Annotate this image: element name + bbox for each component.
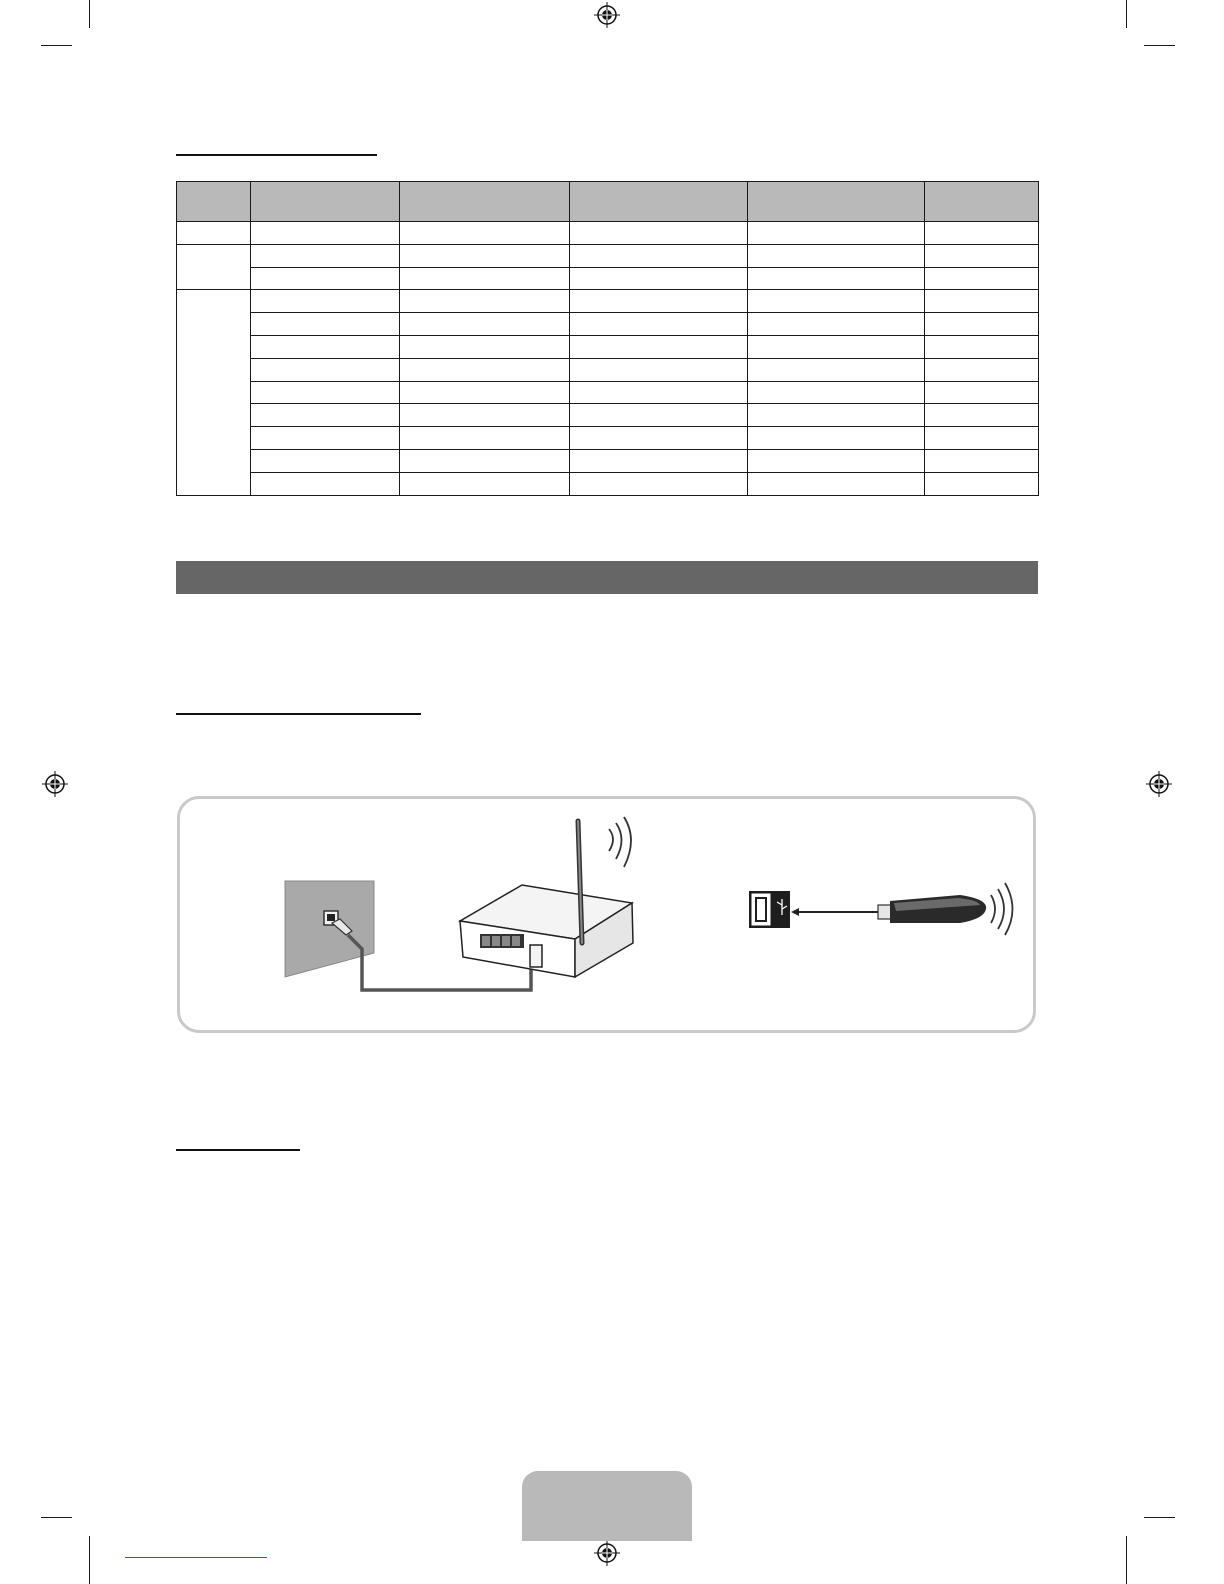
table-cell [748,244,925,267]
crop-mark-top-left-h [41,45,72,46]
table-cell [251,358,400,381]
table-row [177,222,1039,245]
table-row [177,449,1039,472]
registration-mark-icon [1146,771,1172,797]
table-cell [400,335,570,358]
network-diagram [177,796,1036,1033]
table-cell [748,449,925,472]
table-cell [748,472,925,495]
registration-mark-icon [42,771,68,797]
spec-table [176,181,1039,496]
crop-mark-bottom-right-h [1144,1517,1175,1518]
table-row [177,427,1039,450]
wireless-router-icon [460,821,633,977]
table-header-cell [251,182,400,222]
table-group-cell [177,222,251,245]
crop-mark-bottom-right-v [1126,1536,1127,1584]
registration-mark-icon [594,1540,620,1566]
table-row [177,404,1039,427]
crop-mark-top-left-v [89,0,90,28]
table-cell [251,267,400,290]
table-row [177,358,1039,381]
table-cell [570,427,748,450]
table-cell [570,290,748,313]
table-group-cell [177,290,251,495]
table-cell [925,427,1039,450]
table-cell [748,335,925,358]
table-header-cell [925,182,1039,222]
table-cell [925,313,1039,336]
signal-waves-icon [609,817,631,867]
table-cell [251,381,400,404]
table-cell [400,358,570,381]
usb-port-icon [749,891,790,928]
table-row [177,381,1039,404]
table-cell [570,335,748,358]
section-heading-band [176,561,1038,594]
table-cell [400,427,570,450]
table-header-row [177,182,1039,222]
registration-mark-icon [594,2,620,28]
table-header-cell [748,182,925,222]
crop-mark-top-right-v [1126,0,1127,28]
table-cell [251,427,400,450]
table-cell [748,381,925,404]
table-row [177,290,1039,313]
table-cell [925,472,1039,495]
signal-waves-icon [991,883,1013,935]
table-cell [925,244,1039,267]
table-cell [570,381,748,404]
table-cell [400,381,570,404]
table-cell [570,449,748,472]
table-cell [748,404,925,427]
table-cell [748,267,925,290]
table-cell [570,313,748,336]
table-header-cell [400,182,570,222]
table-cell [925,290,1039,313]
table-cell [925,222,1039,245]
table-cell [748,358,925,381]
page-number-tab [522,1471,692,1541]
table-cell [400,290,570,313]
table-cell [251,290,400,313]
table-row [177,267,1039,290]
table-cell [400,244,570,267]
subsection-title-rule [176,713,421,715]
wireless-lan-adapter-icon [878,895,986,923]
table-cell [570,267,748,290]
table-cell [400,449,570,472]
table-cell [925,404,1039,427]
table-cell [925,358,1039,381]
table-cell [251,335,400,358]
table-cell [570,244,748,267]
crop-mark-bottom-left-v [89,1536,90,1584]
table-cell [251,244,400,267]
table-cell [570,222,748,245]
table-cell [748,313,925,336]
table-header-cell [177,182,251,222]
crop-mark-bottom-left-h [41,1517,72,1518]
table-row [177,335,1039,358]
table-cell [925,267,1039,290]
table-cell [251,449,400,472]
table-cell [400,222,570,245]
subsection-title-rule [176,1149,300,1151]
table-cell [570,404,748,427]
table-group-cell [177,244,251,290]
footer-link-underline [125,1557,267,1558]
table-cell [251,222,400,245]
table-cell [251,404,400,427]
table-row [177,313,1039,336]
table-cell [748,290,925,313]
table-cell [570,472,748,495]
table-cell [400,313,570,336]
table-cell [400,267,570,290]
table-cell [748,427,925,450]
table-cell [251,313,400,336]
table-cell [925,449,1039,472]
table-cell [748,222,925,245]
table-header-cell [570,182,748,222]
table-cell [400,472,570,495]
table-cell [251,472,400,495]
table-cell [570,358,748,381]
table-section-title-rule [176,154,377,156]
arrow-head-icon [791,908,799,916]
table-row [177,472,1039,495]
table-cell [925,381,1039,404]
crop-mark-top-right-h [1144,45,1175,46]
table-row [177,244,1039,267]
table-cell [400,404,570,427]
table-cell [925,335,1039,358]
